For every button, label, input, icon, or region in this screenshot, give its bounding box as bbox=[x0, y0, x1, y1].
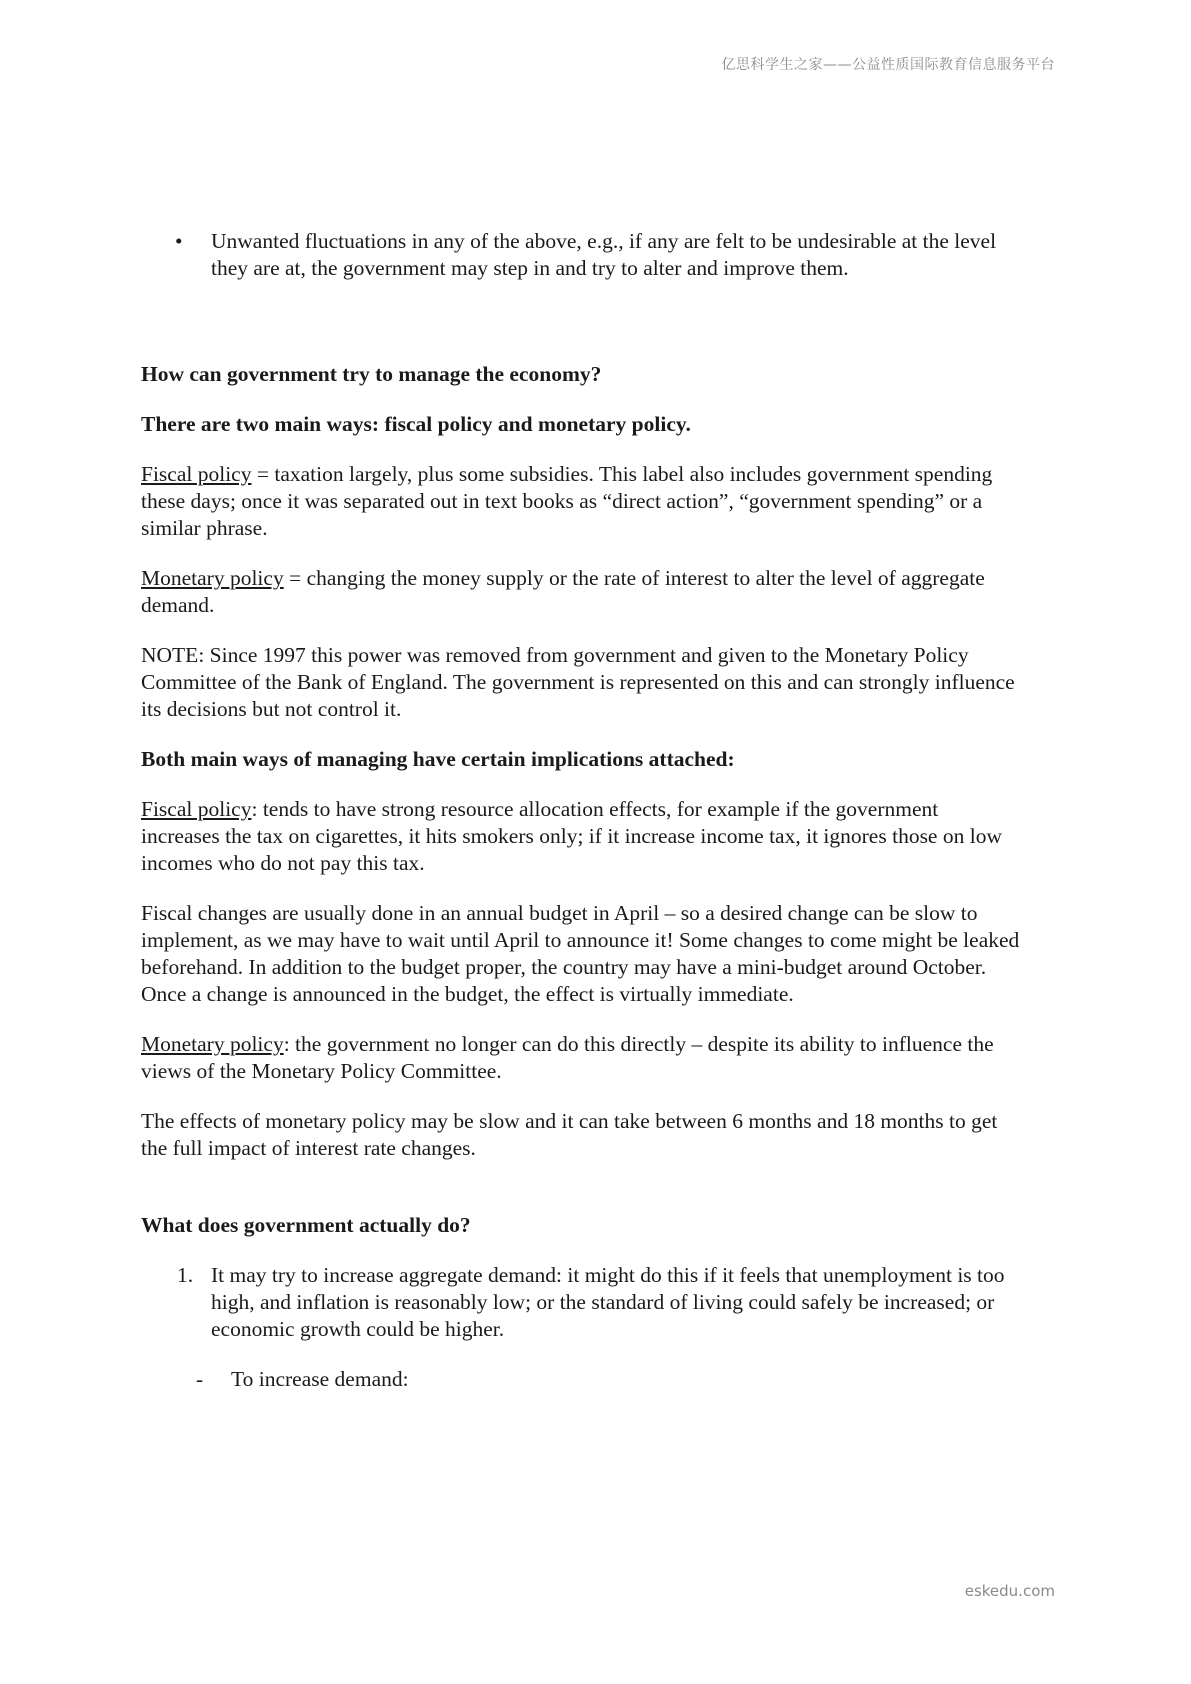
bullet-mark: • bbox=[175, 229, 183, 253]
heading-actually-do: What does government actually do? bbox=[141, 1213, 471, 1237]
fiscal-policy-term: Fiscal policy bbox=[141, 462, 252, 486]
monetary-policy-implications bbox=[141, 1031, 1021, 1085]
heading-implications: Both main ways of managing have certain implications attached: bbox=[141, 747, 735, 771]
fiscal-changes-paragraph: Fiscal changes are usually done in an annual budget in April – so a desired change can be slow to implement, as we may have to wait until April to announce it! Some changes to come might be leaked beforehand. In addition to the budget proper, the country may have a mini-budget around October. Once a change is announced in the budget, the effect is virtually immediate. bbox=[141, 901, 1020, 1006]
fiscal-policy-definition bbox=[141, 461, 1021, 542]
monetary-policy-implications-text: : the government no longer can do this directly – despite its ability to influence the views of the Monetary Policy Committee. bbox=[141, 1032, 994, 1083]
monetary-policy-implications-term: Monetary policy bbox=[141, 1032, 284, 1056]
list-item bbox=[141, 1262, 1021, 1343]
list-item-number: 1. bbox=[177, 1263, 194, 1287]
monetary-policy-definition bbox=[141, 565, 1021, 619]
dash-item-text: To increase demand: bbox=[231, 1367, 409, 1391]
fiscal-policy-implications bbox=[141, 796, 1021, 877]
bullet-item bbox=[141, 228, 1021, 282]
fiscal-policy-definition-text: = taxation largely, plus some subsidies. This label also includes government spending these days; once it was separated out in text books as “direct action”, “government spending” or a similar phrase. bbox=[141, 462, 993, 540]
dash-mark: - bbox=[196, 1367, 204, 1391]
monetary-policy-term: Monetary policy bbox=[141, 566, 284, 590]
note-paragraph: NOTE: Since 1997 this power was removed from government and given to the Monetary Policy Committee of the Bank of England. The government is represented on this and can strongly influence its decisions but not control it. bbox=[141, 643, 1015, 721]
heading-two-ways: There are two main ways: fiscal policy and monetary policy. bbox=[141, 412, 691, 436]
fiscal-policy-implications-text: : tends to have strong resource allocation effects, for example if the government increases the tax on cigarettes, it hits smokers only; if it increase income tax, it ignores those on low incomes who do not pay this tax. bbox=[141, 797, 1002, 875]
document-body bbox=[141, 228, 1021, 1393]
fiscal-policy-implications-term: Fiscal policy bbox=[141, 797, 252, 821]
dash-item bbox=[141, 1366, 1021, 1393]
bullet-item-text: Unwanted fluctuations in any of the above, e.g., if any are felt to be undesirable at the level they are at, the government may step in and try to alter and improve them. bbox=[211, 229, 997, 280]
site-title-header: 亿思科学生之家——公益性质国际教育信息服务平台 bbox=[721, 57, 1055, 73]
monetary-effects-paragraph: The effects of monetary policy may be slow and it can take between 6 months and 18 months to get the full impact of interest rate changes. bbox=[141, 1109, 998, 1160]
heading-manage-economy: How can government try to manage the economy? bbox=[141, 362, 602, 386]
site-domain-footer: eskedu.com bbox=[964, 1582, 1055, 1600]
monetary-policy-definition-text: = changing the money supply or the rate of interest to alter the level of aggregate demand. bbox=[141, 566, 985, 617]
list-item-text: It may try to increase aggregate demand: it might do this if it feels that unemployment is too high, and inflation is reasonably low; or the standard of living could safely be increased; or economic growth could be higher. bbox=[211, 1263, 1005, 1341]
